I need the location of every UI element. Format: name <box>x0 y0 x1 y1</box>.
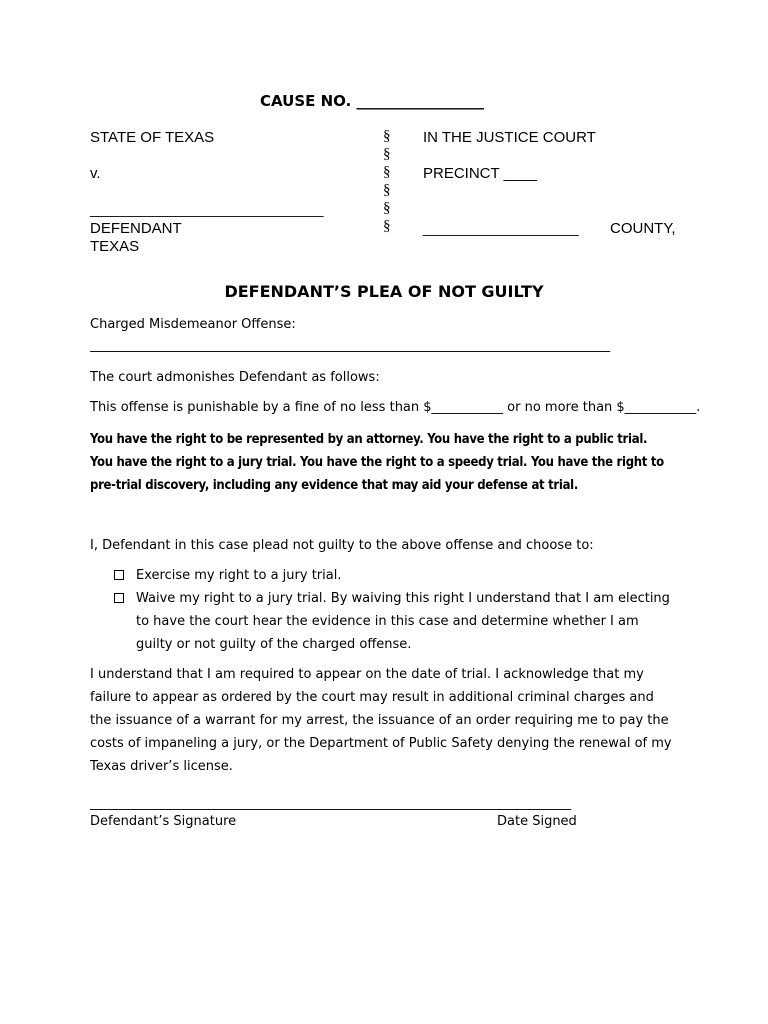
section-symbol: § <box>383 218 391 234</box>
defendant-name-line[interactable]: ______________________________ <box>90 201 324 217</box>
waive-jury-checkbox[interactable] <box>114 593 124 603</box>
option-jury-trial: Exercise my right to a jury trial. <box>136 568 342 583</box>
section-symbol: § <box>383 128 391 144</box>
texas-label: TEXAS <box>90 238 140 255</box>
county-name-line[interactable]: ____________________ <box>423 220 579 236</box>
versus-label: v. <box>90 165 101 182</box>
signature-line[interactable]: __________________________________________________________________________ <box>90 796 571 811</box>
section-symbol: § <box>383 164 391 180</box>
admonish-text: The court admonishes Defendant as follows: <box>90 370 380 385</box>
section-symbol: § <box>383 146 391 162</box>
plea-intro: I, Defendant in this case plead not guilty to the above offense and choose to: <box>90 538 594 553</box>
state-of-texas: STATE OF TEXAS <box>90 129 215 146</box>
charged-offense-label: Charged Misdemeanor Offense: <box>90 317 296 332</box>
court-label: IN THE JUSTICE COURT <box>423 129 596 146</box>
jury-trial-checkbox[interactable] <box>114 570 124 580</box>
defendant-label: DEFENDANT <box>90 220 182 237</box>
acknowledgement-paragraph: I understand that I am required to appear on the date of trial. I acknowledge that my failure to appear as ordered by the court may result in additional criminal charges and the issuance of a warrant for my arrest, the issuance of an order requiring me to pay the costs of impaneling a jury, or the Department of Public Safety denying the renewal of my Texas driver’s license. <box>90 667 672 774</box>
cause-number: CAUSE NO. _________________ <box>260 92 485 110</box>
rights-statement: You have the right to be represented by an attorney. You have the right to a public trial. You have the right to a jury trial. You have the right to a speedy trial. You have the right to pre-trial discovery, including any evidence that may aid your defense at trial. <box>90 432 664 493</box>
section-symbol: § <box>383 200 391 216</box>
date-signed-label: Date Signed <box>497 814 577 829</box>
charged-offense-line[interactable]: ________________________________________________________________________________ <box>90 338 610 353</box>
county-label: COUNTY, <box>610 220 676 237</box>
document-title: DEFENDANT’S PLEA OF NOT GUILTY <box>224 282 544 301</box>
defendant-signature-label: Defendant’s Signature <box>90 814 237 829</box>
precinct-label[interactable]: PRECINCT ____ <box>423 165 537 182</box>
section-symbol: § <box>383 182 391 198</box>
option-waive-jury: Waive my right to a jury trial. By waiving this right I understand that I am electing to have the court hear the evidence in this case and determine whether I am guilty or not guilty of the charged offense. <box>136 591 670 652</box>
fine-text[interactable]: This offense is punishable by a fine of no less than $___________ or no more than $___________. <box>90 400 701 415</box>
